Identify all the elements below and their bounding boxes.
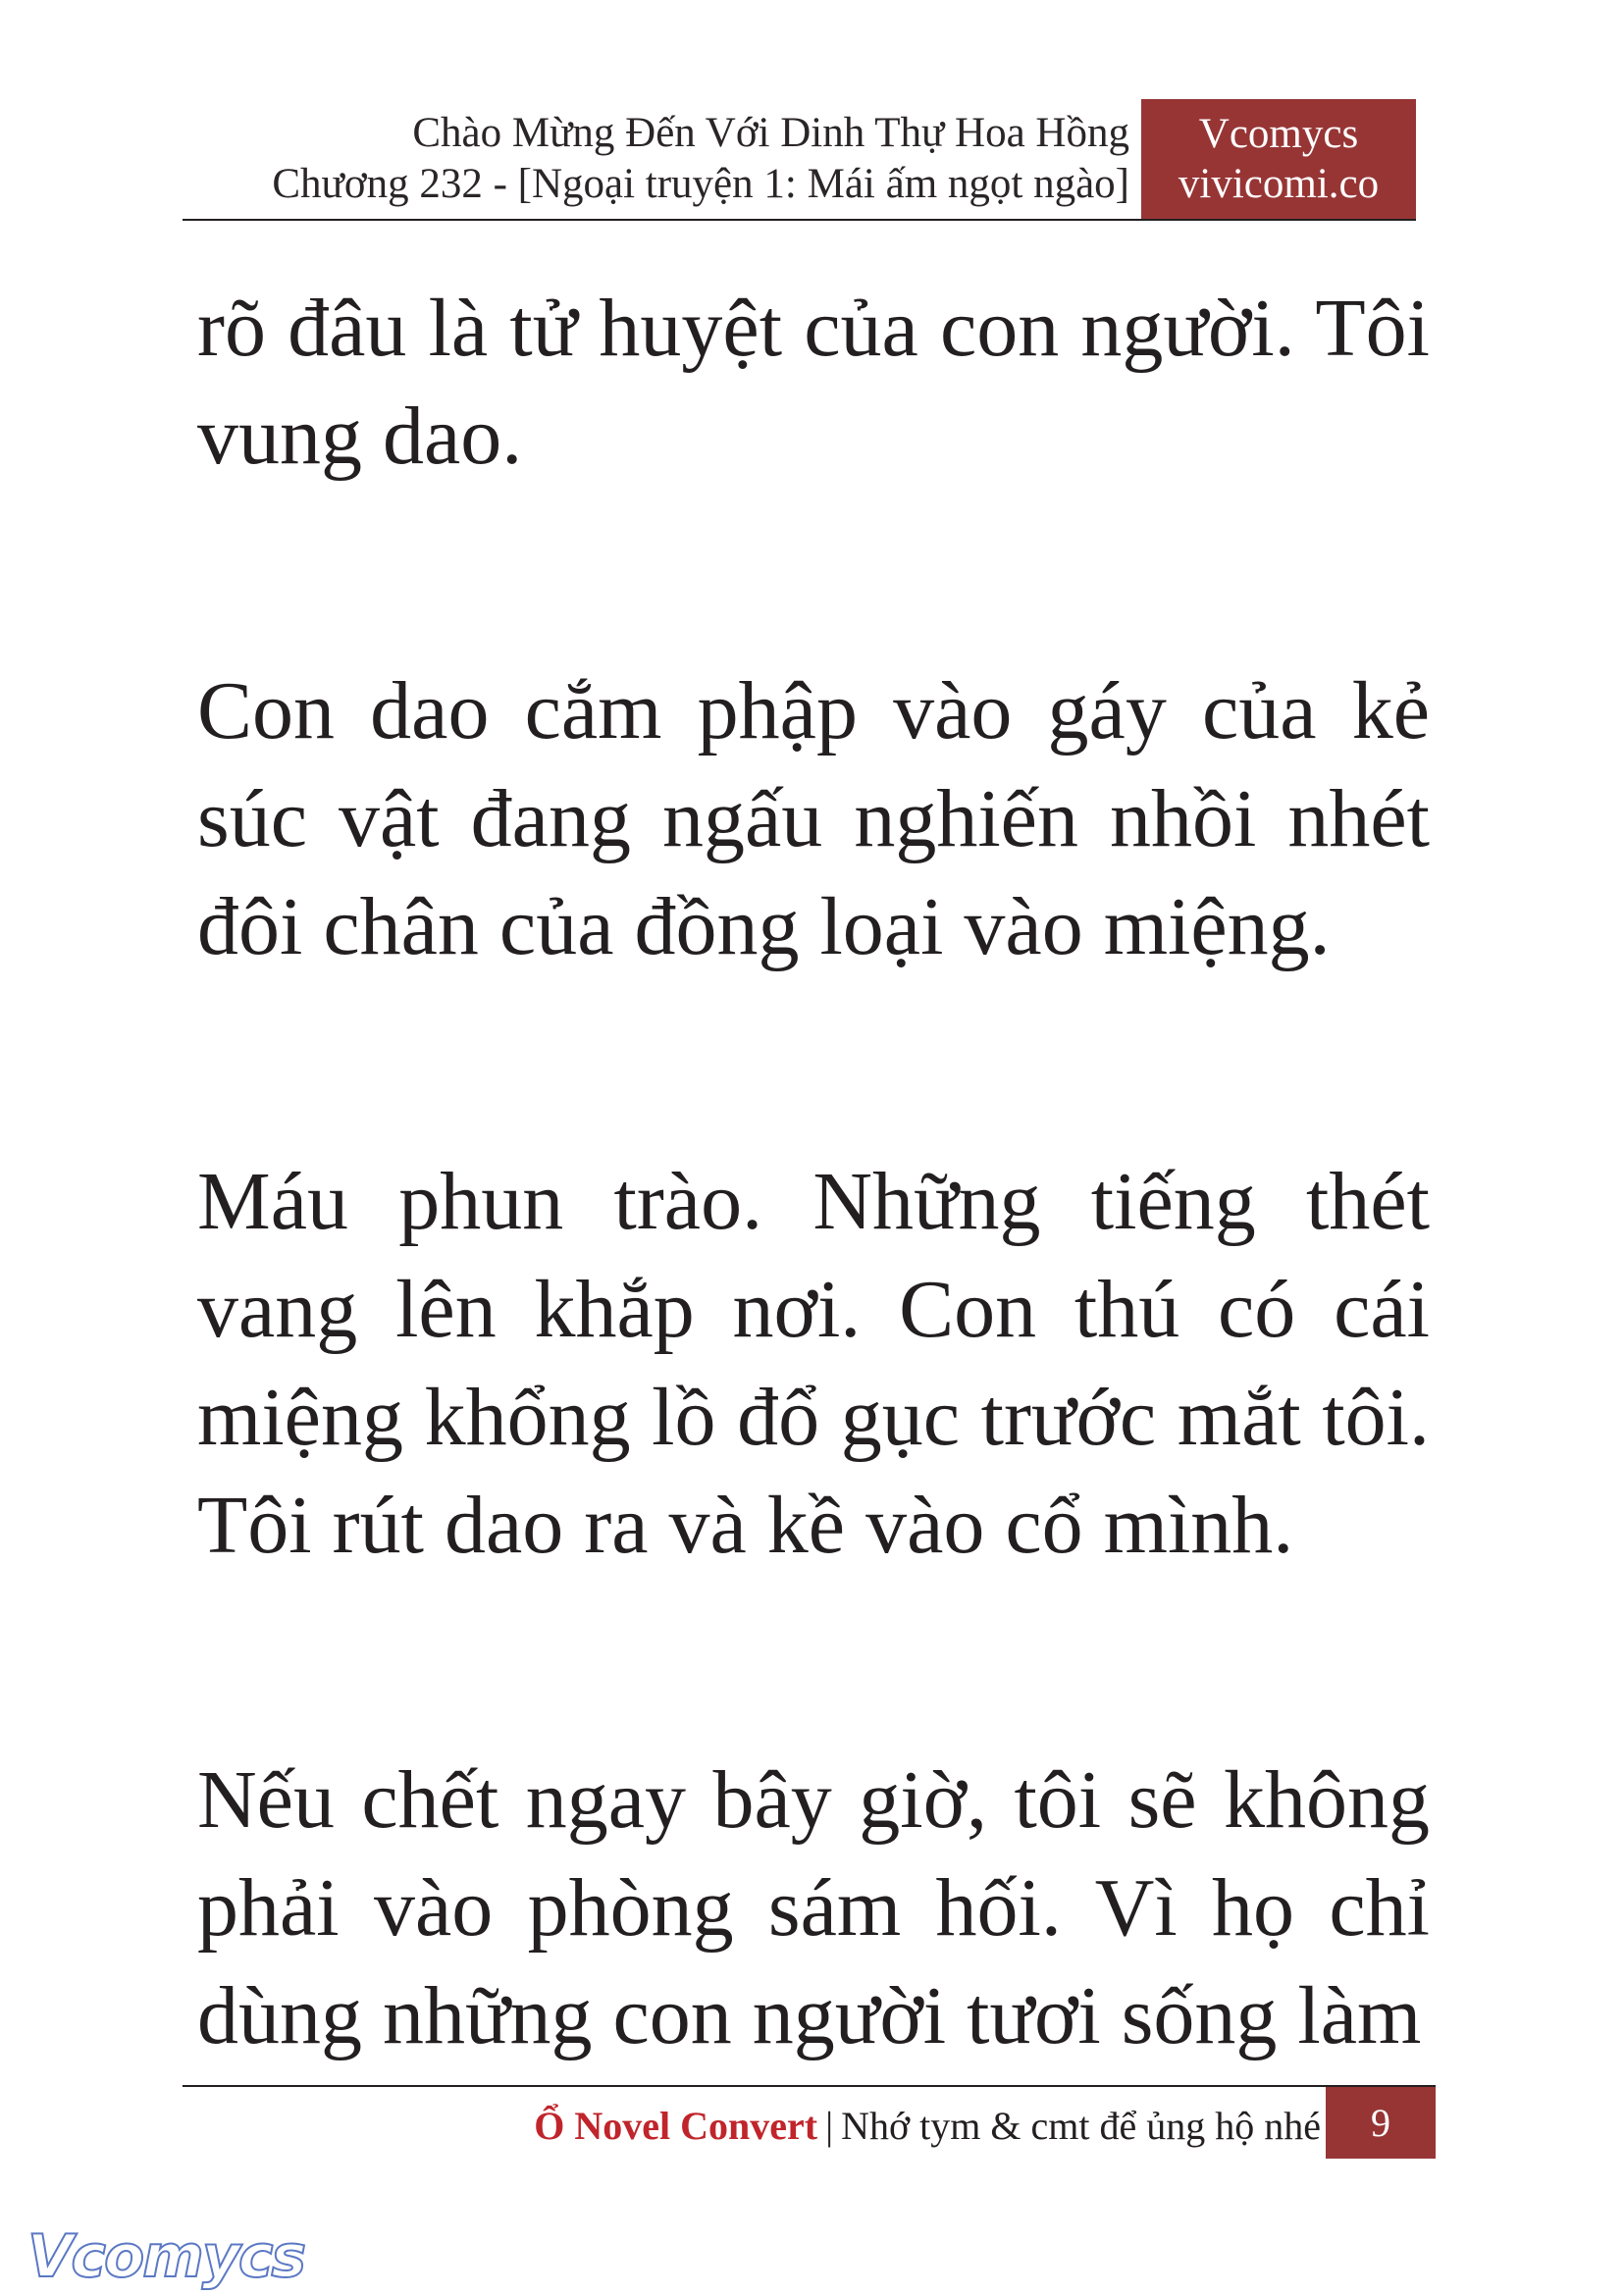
paragraph-4: Nếu chết ngay bây giờ, tôi sẽ không phải vào phòng sám hối. Vì họ chỉ dùng những con người tươi sống làm [197, 1754, 1430, 2061]
chapter-title: Chương 232 - [Ngoại truyện 1: Mái ấm ngọt ngào] [272, 161, 1129, 207]
paragraph-1: rõ đâu là tử huyệt của con người. Tôi vung dao. [197, 283, 1430, 482]
header-divider [183, 219, 1416, 221]
badge-name: Vcomycs [1198, 111, 1359, 157]
footer-message: Nhớ tym & cmt để ủng hộ nhé [841, 2104, 1321, 2148]
paragraph-3: Máu phun trào. Những tiếng thét vang lên khắp nơi. Con thú có cái miệng khổng lồ đổ gục trước mắt tôi. Tôi rút dao ra và kề vào cổ mình. [197, 1156, 1430, 1571]
running-header [183, 108, 1129, 210]
footer-brand: Ổ Novel Convert [534, 2104, 818, 2148]
site-badge [1141, 99, 1416, 219]
page-body [197, 275, 1430, 2070]
page-number: 9 [1326, 2087, 1436, 2159]
paragraph-2: Con dao cắm phập vào gáy của kẻ súc vật đang ngấu nghiến nhồi nhét đôi chân của đồng loại vào miệng. [197, 665, 1430, 972]
footer-separator: | [825, 2104, 834, 2148]
page-footer [183, 2093, 1321, 2160]
book-title: Chào Mừng Đến Với Dinh Thự Hoa Hồng [412, 110, 1129, 156]
footer-divider [183, 2085, 1436, 2087]
badge-site: vivicomi.co [1178, 161, 1380, 207]
watermark-logo: Vcomycs [27, 2222, 305, 2291]
